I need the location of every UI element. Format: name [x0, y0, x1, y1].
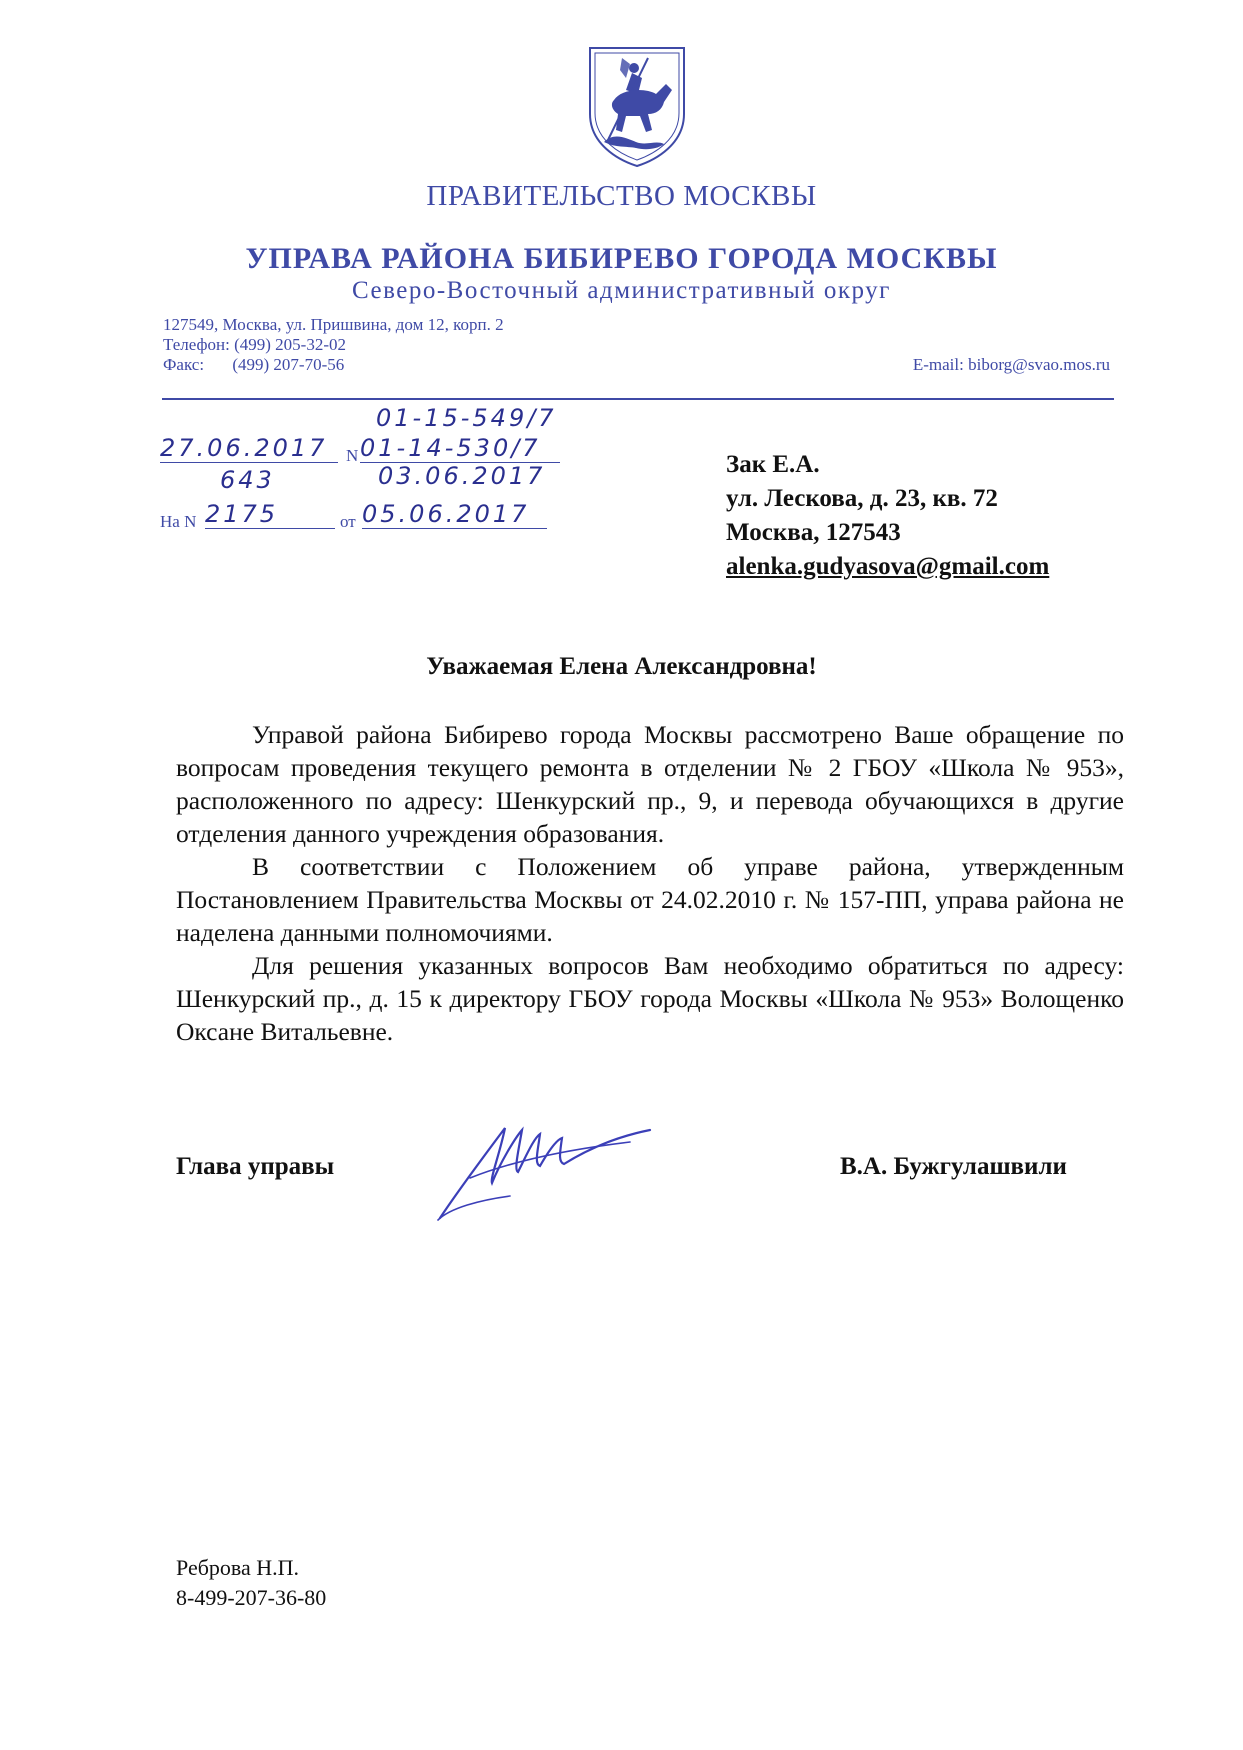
district-title: Северо-Восточный административный округ [352, 277, 891, 304]
executor-phone: 8-499-207-36-80 [176, 1585, 327, 1610]
contact-fax [163, 355, 504, 375]
from-label: от [340, 512, 356, 531]
paragraph: В соответствии с Положением об управе района, утвержденным Постановлением Правительства Москвы от 24.02.2010 г. № 157-ПП, управа района не наделена данными полномочиями. [176, 852, 1124, 947]
moscow-coat-of-arms-icon [586, 44, 688, 168]
paragraph: Для решения указанных вопросов Вам необходимо обратиться по адресу: Шенкурский пр., д. 15 к директору ГБОУ города Москвы «Школа № 953» Волощенко Оксане Витальевне. [176, 951, 1124, 1046]
letterhead-contacts [163, 315, 504, 375]
recipient-name: Зак Е.А. [726, 451, 820, 478]
handwritten-signature-icon [430, 1108, 660, 1228]
outgoing-number: 01-14-530/7 [360, 434, 560, 463]
contact-address: 127549, Москва, ул. Пришвина, дом 12, корп. 2 [163, 315, 504, 334]
paragraph: Управой района Бибирево города Москвы рассмотрено Ваше обращение по вопросам проведения текущего ремонта в отделении № 2 ГБОУ «Школа № 953», расположенного по адресу: Шенкурский пр., 9, и перевода обучающихся в другие отделения данного учреждения образования. [176, 720, 1124, 848]
reference-date-row [362, 500, 547, 529]
outgoing-number-top: 01-15-549/7 [376, 404, 557, 432]
letter-greeting: Уважаемая Елена Александровна! [426, 653, 817, 680]
registration-date-row [160, 434, 338, 463]
reference-number-row [205, 500, 335, 529]
email-value: biborg@svao.mos.ru [968, 355, 1110, 374]
organization-title: УПРАВА РАЙОНА БИБИРЕВО ГОРОДА МОСКВЫ [245, 242, 998, 275]
executor-block [176, 1553, 326, 1613]
phone-label: Телефон: [163, 335, 230, 354]
recipient-email: alenka.gudyasova@gmail.com [726, 553, 1050, 580]
registration-date: 27.06.2017 [160, 434, 338, 463]
signatory-name: В.А. Бужгулашвили [840, 1153, 1067, 1180]
reference-label: На N [160, 512, 197, 531]
phone-value: (499) 205-32-02 [234, 335, 347, 354]
letter-body [176, 718, 1124, 1048]
signatory-position: Глава управы [176, 1153, 335, 1180]
reference-date: 05.06.2017 [362, 500, 547, 529]
government-title: ПРАВИТЕЛЬСТВО МОСКВЫ [426, 180, 817, 212]
contact-email [913, 355, 1110, 375]
recipient-block [726, 448, 1049, 584]
number-label: N [346, 446, 359, 465]
sub-number: 643 [220, 466, 275, 494]
sub-date: 03.06.2017 [378, 462, 546, 490]
letterhead-divider [162, 398, 1114, 400]
email-label: E-mail: [912, 355, 964, 374]
contact-phone [163, 335, 504, 355]
recipient-city: Москва, 127543 [726, 519, 901, 546]
fax-value: (499) 207-70-56 [232, 355, 345, 374]
executor-name: Реброва Н.П. [176, 1555, 300, 1580]
fax-label: Факс: [163, 355, 205, 374]
outgoing-number-row [360, 434, 560, 463]
recipient-street: ул. Лескова, д. 23, кв. 72 [726, 485, 998, 512]
reference-number: 2175 [205, 500, 335, 529]
